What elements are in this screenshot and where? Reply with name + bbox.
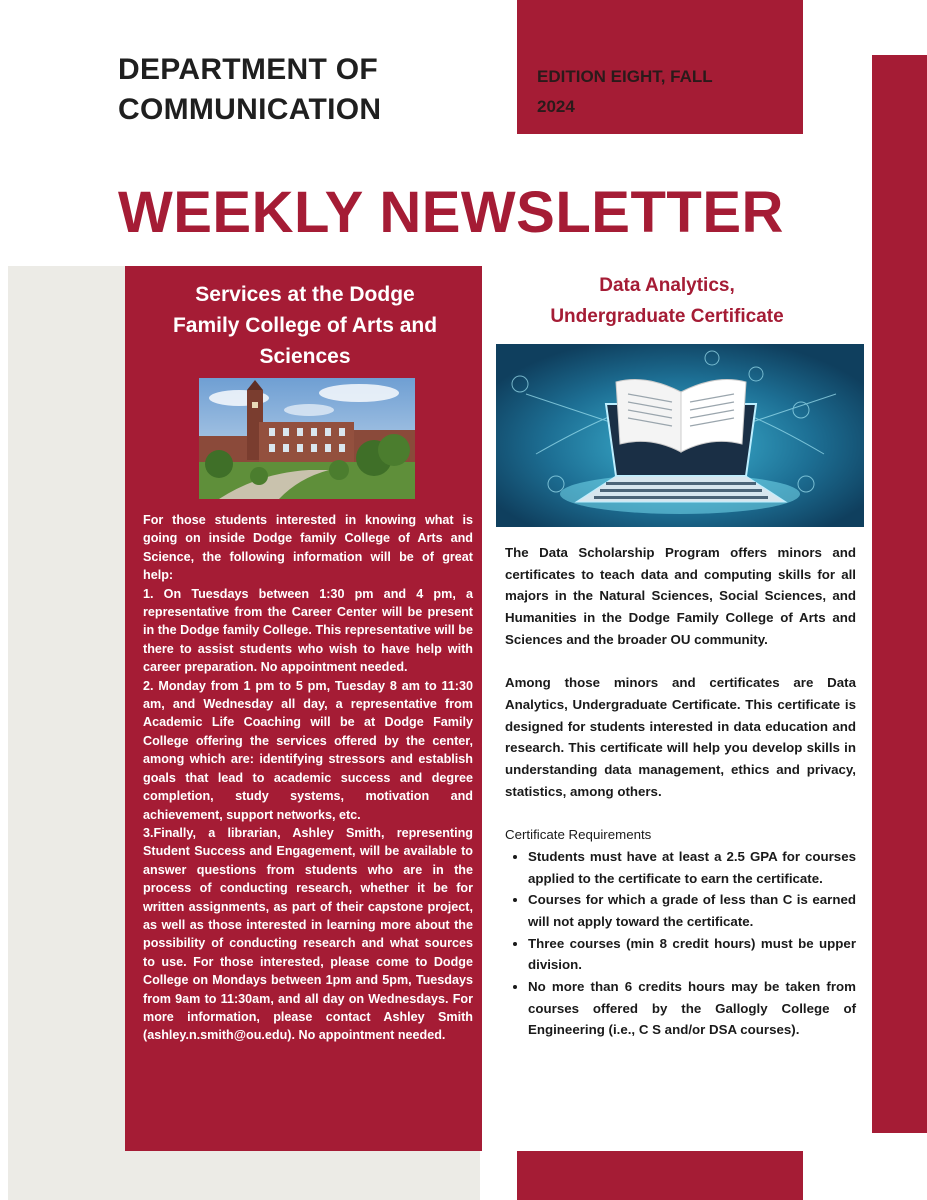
- certificate-heading: [500, 270, 834, 332]
- requirement-item: • No more than 6 credits hours may be taken from courses offered by the Gallogly College of Engineering (i.e., C S and/or DSA courses).: [528, 976, 856, 1041]
- certificate-paragraph-1: The Data Scholarship Program offers minors and certificates to teach data and computing skills for all majors in the Natural Sciences, Social Sciences, and Humanities in the Dodge Family College of Arts and Sciences and the broader OU community.: [505, 545, 856, 647]
- certificate-heading-line1: Data Analytics,: [599, 275, 735, 296]
- edition-line2: 2024: [537, 97, 575, 116]
- edition-label: [537, 62, 787, 122]
- paragraph-spacer: [505, 651, 856, 673]
- campus-building-photo: [199, 378, 415, 499]
- requirements-heading: Certificate Requirements: [505, 827, 652, 843]
- services-item-career-center: 1. On Tuesdays between 1:30 pm and 4 pm, a representative from the Career Center will be present in the Dodge family College. This representative will be there to assist students who wish to have help with career preparation. No appointment needed.: [143, 586, 473, 675]
- services-body: [143, 511, 473, 1045]
- right-accent-bar: [872, 55, 927, 1133]
- services-heading: [145, 279, 465, 372]
- department-title: [118, 50, 458, 130]
- services-heading-line3: Sciences: [259, 345, 351, 368]
- newsletter-title: WEEKLY NEWSLETTER: [118, 180, 784, 245]
- services-item-life-coaching: 2. Monday from 1 pm to 5 pm, Tuesday 8 am to 11:30 am, and Wednesday all day, a representative from Academic Life Coaching will be at Dodge Family College offering the services offered by the center, among which are: identifying stressors and establish goals that lead to academic success and degree completion, study systems, motivation and achievement, support networks, etc.: [143, 678, 473, 822]
- services-intro: For those students interested in knowing what is going on inside Dodge family College of Arts and Science, the following information will be of great help:: [143, 513, 473, 583]
- certificate-heading-line2: Undergraduate Certificate: [550, 306, 784, 327]
- services-heading-line2: Family College of Arts and: [172, 314, 438, 337]
- requirement-item: • Students must have at least a 2.5 GPA for courses applied to the certificate to earn the certificate.: [528, 846, 856, 889]
- department-title-line1: DEPARTMENT OF: [118, 53, 378, 86]
- certificate-paragraph-2: Among those minors and certificates are Data Analytics, Undergraduate Certificate. This certificate is designed for students interested in data education and research. This certificate will help you develop skills in understanding data management, ethics and privacy, statistics, among others.: [505, 675, 856, 799]
- laptop-book-illustration: [496, 344, 864, 527]
- edition-line1: EDITION EIGHT, FALL: [537, 67, 713, 86]
- bottom-accent-block: [517, 1151, 803, 1200]
- services-item-librarian: 3.Finally, a librarian, Ashley Smith, representing Student Success and Engagement, will be available to answer questions from students who are in the process of conducting research, whether it be for written assignments, as part of their capstone project, as well as those interested in learning more about the possibility of conducting research and what sources to use. For those interested, please come to Dodge College on Mondays between 1pm and 5pm, Tuesdays from 9am to 11:30am, and all day on Wednesdays. For more information, please contact Ashley Smith (ashley.n.smith@ou.edu). No appointment needed.: [143, 825, 473, 1043]
- requirements-list: [505, 846, 856, 1041]
- department-title-line2: COMMUNICATION: [118, 93, 382, 126]
- paragraph-spacer: [505, 802, 856, 824]
- requirement-item: • Three courses (min 8 credit hours) must be upper division.: [528, 933, 856, 976]
- certificate-body: [505, 542, 856, 1041]
- requirement-item: • Courses for which a grade of less than C is earned will not apply toward the certificate.: [528, 889, 856, 932]
- services-heading-line1: Services at the Dodge: [195, 283, 415, 306]
